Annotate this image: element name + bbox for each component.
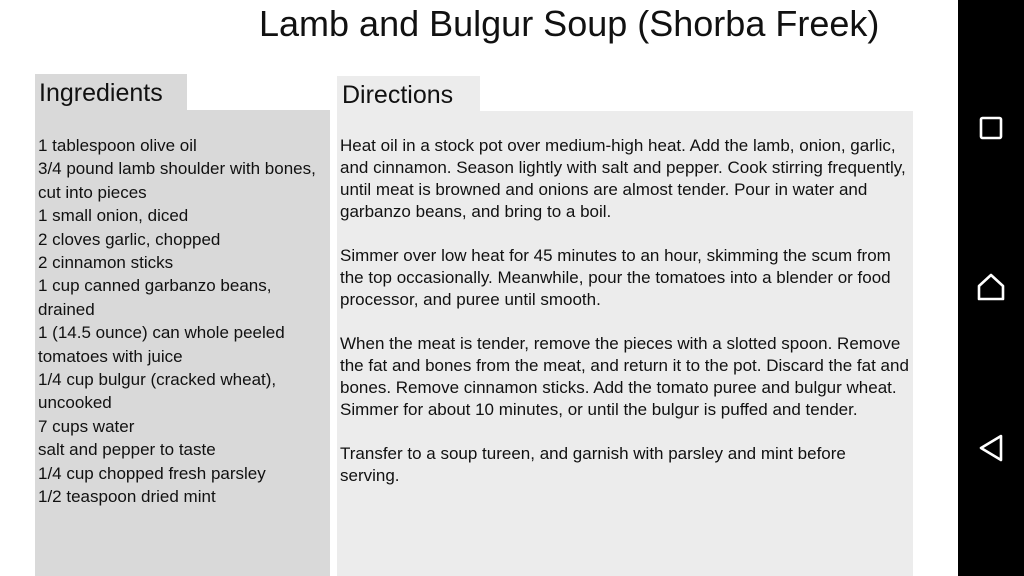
ingredient-item: salt and pepper to taste: [38, 440, 216, 460]
direction-step: Simmer over low heat for 45 minutes to an hour, skimming the scum from the top occasionally. Meanwhile, pour the tomatoes into a blender or food processor, and puree until smooth.: [340, 246, 891, 309]
direction-step: Transfer to a soup tureen, and garnish with parsley and mint before serving.: [340, 444, 846, 485]
ingredients-heading: Ingredients: [39, 79, 163, 107]
directions-heading: Directions: [342, 81, 454, 109]
ingredient-item: 1 tablespoon olive oil: [38, 136, 197, 155]
back-icon: [978, 434, 1004, 462]
recents-button[interactable]: [971, 108, 1011, 148]
ingredient-item: 1 cup canned garbanzo beans, drained: [38, 276, 272, 319]
ingredient-item: 2 cloves garlic, chopped: [38, 229, 221, 249]
recents-icon: [979, 116, 1003, 140]
directions-tab: [337, 76, 480, 112]
ingredient-item: 1/4 cup chopped fresh parsley: [38, 463, 266, 483]
ingredients-panel[interactable]: [35, 110, 330, 576]
ingredient-item: 1 (14.5 ounce) can whole peeled tomatoes with juice: [38, 323, 285, 366]
ingredient-item: 2 cinnamon sticks: [38, 253, 174, 273]
back-button[interactable]: [971, 428, 1011, 468]
directions-panel[interactable]: [337, 111, 913, 576]
ingredient-item: 3/4 pound lamb shoulder with bones, cut into pieces: [38, 159, 316, 202]
ingredient-item: 7 cups water: [38, 416, 135, 436]
ingredients-list: [38, 134, 324, 509]
system-navigation-bar: [958, 0, 1024, 576]
direction-step: Heat oil in a stock pot over medium-high heat. Add the lamb, onion, garlic, and cinnamon. Season lightly with salt and pepper. Cook stirring frequently, until meat is browned and onions are almost tender. Pour in water and garbanzo beans, and bring to a boil.: [340, 136, 906, 221]
ingredient-item: 1/2 teaspoon dried mint: [38, 487, 216, 507]
directions-body: [340, 135, 910, 509]
home-button[interactable]: [971, 267, 1011, 307]
ingredient-item: 1 small onion, diced: [38, 206, 189, 226]
direction-step: When the meat is tender, remove the pieces with a slotted spoon. Remove the fat and bones from the meat, and return it to the pot. Discard the fat and bones. Remove cinnamon sticks. Add the tomato puree and bulgur wheat. Simmer for about 10 minutes, or until the bulgur is puffed and tender.: [340, 334, 909, 419]
ingredient-item: 1/4 cup bulgur (cracked wheat), uncooked: [38, 370, 277, 413]
home-icon: [976, 272, 1006, 302]
ingredients-tab: [35, 74, 187, 110]
recipe-title: Lamb and Bulgur Soup (Shorba Freek): [259, 3, 880, 44]
